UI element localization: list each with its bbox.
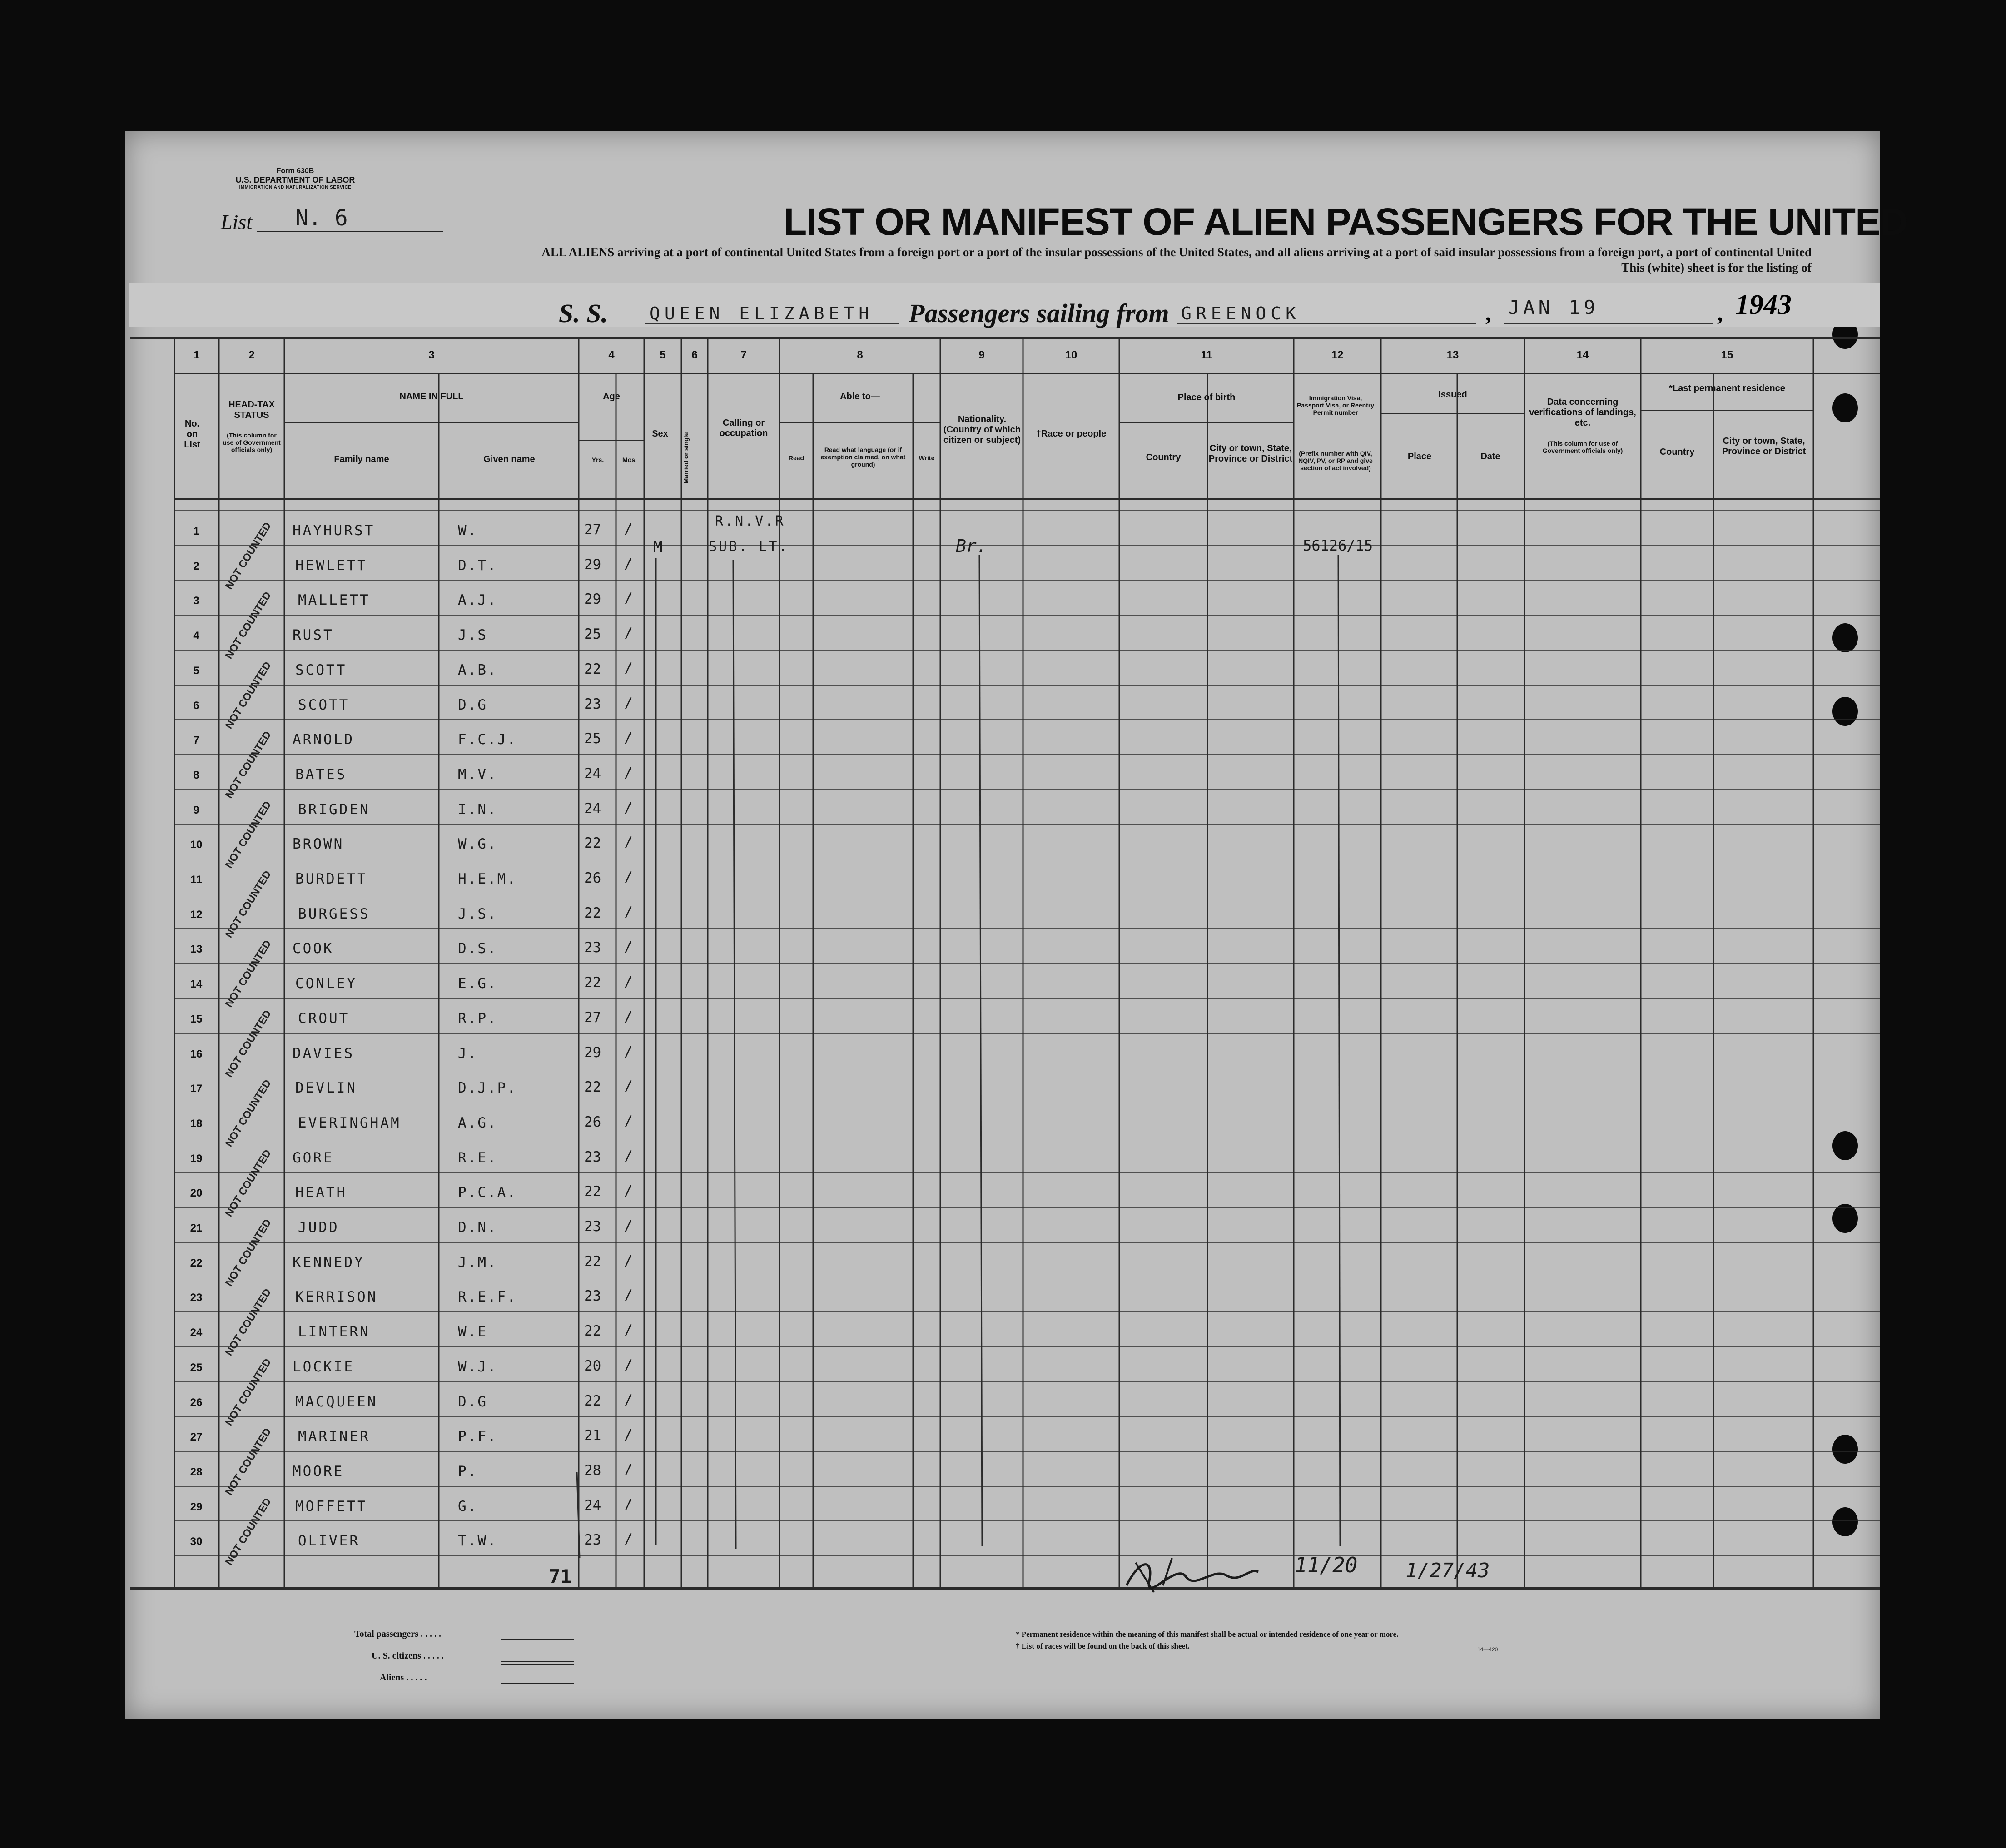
ship-name: QUEEN ELIZABETH [650, 303, 874, 323]
not-counted-stamp: NOT COUNTED [223, 520, 273, 591]
header-no-on-list: No. on List [184, 419, 200, 450]
family-name: BURDETT [295, 871, 367, 887]
family-name: MARINER [298, 1428, 370, 1445]
not-counted-stamp: NOT COUNTED [223, 589, 273, 661]
row-number: 15 [190, 1013, 203, 1025]
given-name: D.G [458, 1394, 487, 1410]
given-name: D.N. [458, 1219, 497, 1236]
header-married: Married or single [682, 432, 690, 484]
given-name: E.G. [458, 975, 497, 992]
header-given-name: Given name [483, 454, 535, 464]
age-years: 23 [584, 1149, 601, 1165]
age-years: 26 [584, 1114, 601, 1130]
aliens-line [502, 1683, 574, 1684]
family-name: RUST [293, 627, 334, 643]
ditto-mark: / [624, 1252, 633, 1269]
column-number: 12 [1331, 349, 1344, 361]
given-name: J.S. [458, 906, 497, 922]
column-number: 1 [194, 349, 200, 361]
not-counted-stamp: NOT COUNTED [223, 938, 273, 1009]
row-number: 17 [190, 1083, 203, 1095]
header-sex: Sex [652, 429, 668, 439]
age-years: 22 [584, 835, 601, 851]
header-read-language: Read what language (or if exemption claimed, on what ground) [820, 446, 906, 468]
footer-total-label: Total passengers [354, 1629, 418, 1639]
row-number: 14 [190, 978, 203, 990]
nationality-value: Br. [956, 536, 987, 556]
calling-line-1: R.N.V.R [715, 513, 785, 529]
age-years: 28 [584, 1462, 601, 1479]
ditto-mark: / [624, 1217, 633, 1234]
header-yrs: Yrs. [591, 456, 604, 463]
given-name: D.J.P. [458, 1080, 517, 1096]
age-years: 29 [584, 1044, 601, 1061]
family-name: MOFFETT [295, 1498, 367, 1515]
family-name: COOK [293, 940, 334, 957]
given-name: I.N. [458, 801, 497, 818]
ditto-line-nationality [979, 555, 982, 1546]
row-number: 28 [190, 1466, 203, 1478]
visa-number-value: 56126/15 [1303, 537, 1373, 554]
row-number: 7 [193, 734, 199, 746]
ditto-mark: / [624, 939, 633, 955]
row-number: 22 [190, 1257, 203, 1269]
age-years: 21 [584, 1427, 601, 1444]
department-name: U.S. DEPARTMENT OF LABOR [235, 175, 355, 184]
service-name: IMMIGRATION AND NATURALIZATION SERVICE [239, 185, 352, 190]
row-number: 3 [193, 595, 199, 607]
ditto-mark: / [624, 521, 633, 537]
given-name: G. [458, 1498, 478, 1515]
ditto-mark: / [624, 1113, 633, 1129]
header-birth-city: City or town, State, Province or District [1208, 443, 1293, 464]
footnote-residence: * Permanent residence within the meaning of this manifest shall be actual or intended residence of one year or more. [1016, 1630, 1399, 1639]
family-name: ARNOLD [293, 731, 354, 748]
not-counted-stamp: NOT COUNTED [223, 799, 273, 870]
ditto-mark: / [624, 1148, 633, 1164]
family-name: CROUT [298, 1010, 350, 1027]
age-years: 22 [584, 1183, 601, 1200]
header-calling: Calling or occupation [719, 418, 768, 438]
header-last-residence: *Last permanent residence [1669, 383, 1785, 393]
family-name: CONLEY [295, 975, 357, 992]
ditto-line-visa [1338, 555, 1340, 1546]
separator: , [1717, 300, 1723, 326]
bottom-date: 1/27/43 [1405, 1559, 1490, 1582]
calling-line-2: SUB. LT. [709, 539, 789, 555]
given-name: F.C.J. [458, 731, 517, 748]
header-head-tax-note: (This column for use of Government officials only) [223, 432, 281, 454]
print-code: 14—420 [1477, 1646, 1498, 1653]
family-name: BURGESS [298, 906, 370, 922]
given-name: D.T. [458, 557, 497, 574]
row-number: 25 [190, 1361, 203, 1374]
age-years: 22 [584, 905, 601, 921]
given-name: J.S [458, 627, 487, 643]
ditto-mark: / [624, 1008, 633, 1025]
column-number: 3 [428, 349, 435, 361]
header-nationality: Nationality. (Country of which citizen or subject) [943, 414, 1021, 445]
age-years: 29 [584, 556, 601, 573]
age-years: 23 [584, 1532, 601, 1548]
given-name: H.E.M. [458, 871, 517, 887]
header-residence-city: City or town, State, Province or District [1722, 436, 1806, 457]
column-number: 13 [1446, 349, 1459, 361]
ditto-mark: / [624, 1392, 633, 1408]
row-number: 5 [193, 665, 199, 677]
us-citizens-line [502, 1661, 574, 1662]
separator: , [1485, 300, 1491, 326]
row-number: 27 [190, 1431, 203, 1443]
age-years: 22 [584, 661, 601, 677]
age-years: 23 [584, 696, 601, 712]
ditto-mark: / [624, 869, 633, 885]
age-years: 26 [584, 870, 601, 886]
not-counted-stamp: NOT COUNTED [223, 1286, 273, 1358]
age-years: 25 [584, 626, 601, 642]
given-name: A.G. [458, 1115, 497, 1131]
given-name: R.E.F. [458, 1289, 517, 1305]
not-counted-stamp: NOT COUNTED [223, 659, 273, 731]
ditto-mark: / [624, 625, 633, 641]
age-years: 24 [584, 800, 601, 817]
row-number: 8 [193, 769, 199, 781]
header-birth-country: Country [1146, 452, 1181, 462]
row-number: 4 [193, 630, 199, 642]
given-name: R.P. [458, 1010, 497, 1027]
form-number: Form 630B [276, 167, 314, 175]
column-number: 9 [978, 349, 985, 361]
family-name: HEATH [295, 1184, 347, 1201]
header-immigration-visa: Immigration Visa, Passport Visa, or Reentry Permit number [1296, 394, 1375, 417]
family-name: SCOTT [298, 697, 350, 713]
family-name: BRIGDEN [298, 801, 370, 818]
ss-label: S. S. [559, 298, 608, 328]
header-data-note: (This column for use of Government officials only) [1542, 440, 1623, 455]
ditto-mark: / [624, 834, 633, 850]
ditto-mark: / [624, 1322, 633, 1338]
given-name: D.S. [458, 940, 497, 957]
row-number: 16 [190, 1048, 203, 1060]
not-counted-stamp: NOT COUNTED [223, 1426, 273, 1497]
column-number: 15 [1721, 349, 1733, 361]
sailing-label: Passengers sailing from [909, 298, 1169, 328]
age-years: 25 [584, 730, 601, 747]
header-head-tax: HEAD-TAX STATUS [228, 400, 275, 420]
header-issued-place: Place [1407, 452, 1432, 462]
ditto-mark: / [624, 1078, 633, 1094]
initials-fraction: 11/20 [1295, 1553, 1358, 1577]
footer-aliens-label: Aliens [380, 1673, 404, 1683]
age-years: 22 [584, 1253, 601, 1270]
given-name: W. [458, 522, 478, 539]
port-name: GREENOCK [1181, 303, 1301, 323]
given-name: R.E. [458, 1150, 497, 1166]
ditto-mark: / [624, 1182, 633, 1199]
not-counted-stamp: NOT COUNTED [223, 1008, 273, 1079]
header-read: Read [788, 454, 804, 462]
family-name: LOCKIE [293, 1359, 354, 1375]
ditto-mark: / [624, 1461, 633, 1478]
subtitle-line-2: This (white) sheet is for the listing of [1621, 261, 1812, 274]
sailing-year: 1943 [1735, 289, 1792, 320]
column-number: 6 [691, 349, 698, 361]
ditto-mark: / [624, 1496, 633, 1513]
header-age: Age [603, 392, 620, 402]
age-years: 27 [584, 522, 601, 538]
family-name: KERRISON [295, 1289, 378, 1305]
row-number: 26 [190, 1396, 203, 1409]
column-number: 4 [608, 349, 615, 361]
subtitle-line-1: ALL ALIENS arriving at a port of continental United States from a foreign port or a port of the insular possessions of the United States, and all aliens arriving at a port of said insular possessions from a foreign port, a port of continental United [541, 245, 1812, 259]
ditto-mark: / [624, 556, 633, 572]
given-name: W.J. [458, 1359, 497, 1375]
family-name: BROWN [293, 836, 344, 852]
row-number: 29 [190, 1501, 203, 1513]
header-data-concerning: Data concerning verifications of landings, etc. [1529, 397, 1636, 428]
given-name: J. [458, 1045, 478, 1062]
not-counted-stamp: NOT COUNTED [223, 729, 273, 800]
row-number: 19 [190, 1153, 203, 1165]
not-counted-stamp: NOT COUNTED [223, 1495, 273, 1567]
ditto-mark: / [624, 660, 633, 676]
given-name: D.G [458, 697, 487, 713]
age-years: 22 [584, 974, 601, 991]
family-name: LINTERN [298, 1324, 370, 1340]
header-able-to: Able to— [840, 392, 880, 402]
column-number: 5 [660, 349, 666, 361]
ditto-line-occupation [733, 560, 736, 1549]
not-counted-stamp: NOT COUNTED [223, 1217, 273, 1288]
column-number: 14 [1576, 349, 1589, 361]
ditto-mark: / [624, 695, 633, 711]
header-mos: Mos. [622, 456, 637, 463]
age-years: 24 [584, 765, 601, 782]
given-name: P.C.A. [458, 1184, 517, 1201]
footer-us-label: U. S. citizens [372, 1651, 421, 1661]
column-number: 2 [248, 349, 255, 361]
age-years: 20 [584, 1358, 601, 1374]
family-name: OLIVER [298, 1533, 360, 1549]
not-counted-stamp: NOT COUNTED [223, 1356, 273, 1428]
row-number: 6 [193, 700, 199, 712]
header-name-in-full: NAME IN FULL [399, 392, 464, 402]
age-years: 23 [584, 1218, 601, 1235]
ditto-mark: / [624, 904, 633, 920]
given-name: T.W. [458, 1533, 497, 1549]
ditto-mark: / [624, 1287, 633, 1303]
footnote-races: † List of races will be found on the back of this sheet. [1016, 1642, 1190, 1650]
sailing-date: JAN 19 [1508, 296, 1599, 318]
family-name: HAYHURST [293, 522, 375, 539]
header-residence-country: Country [1659, 447, 1695, 457]
ditto-mark: / [624, 800, 633, 816]
row-number: 2 [193, 560, 199, 572]
age-years: 22 [584, 1079, 601, 1095]
family-name: GORE [293, 1150, 334, 1166]
not-counted-stamp: NOT COUNTED [223, 868, 273, 940]
age-years: 22 [584, 1323, 601, 1339]
row-number: 1 [193, 525, 199, 537]
header-issued-date: Date [1480, 452, 1500, 462]
ditto-mark: / [624, 1357, 633, 1373]
column-number: 10 [1065, 349, 1077, 361]
age-years: 22 [584, 1393, 601, 1409]
sex-value: M [653, 538, 663, 556]
column-number: 11 [1201, 349, 1212, 361]
row-number: 13 [190, 943, 203, 955]
header-family-name: Family name [334, 454, 389, 464]
age-years: 27 [584, 1009, 601, 1026]
row-number: 23 [190, 1292, 203, 1304]
given-name: A.B. [458, 662, 497, 678]
total-passengers-line [502, 1639, 574, 1640]
ditto-mark: / [624, 1043, 633, 1060]
given-name: J.M. [458, 1254, 497, 1271]
footer-us-citizens: U. S. citizens . . . . . [372, 1651, 444, 1661]
given-name: W.E [458, 1324, 487, 1340]
ditto-mark: / [624, 974, 633, 990]
family-name: SCOTT [295, 662, 347, 678]
column-number: 8 [857, 349, 863, 361]
given-name: M.V. [458, 766, 497, 783]
list-value: N. 6 [295, 205, 348, 231]
row-number: 24 [190, 1326, 203, 1339]
family-name: EVERINGHAM [298, 1115, 401, 1131]
footer-total-passengers: Total passengers . . . . . [354, 1629, 441, 1639]
given-name: A.J. [458, 592, 497, 608]
header-race: †Race or people [1036, 429, 1107, 439]
given-name: W.G. [458, 836, 497, 852]
header-immigration-visa-note: (Prefix number with QIV, NQIV, PV, or RP and give section of act involved) [1298, 450, 1373, 472]
footer-aliens: Aliens . . . . . [380, 1673, 427, 1683]
age-years: 24 [584, 1497, 601, 1514]
ditto-mark: / [624, 590, 633, 606]
age-years: 23 [584, 1288, 601, 1304]
signature [1122, 1549, 1267, 1599]
header-place-of-birth: Place of birth [1177, 392, 1236, 402]
row-number: 10 [190, 839, 203, 851]
family-name: MACQUEEN [295, 1394, 378, 1410]
page-title: LIST OR MANIFEST OF ALIEN PASSENGERS FOR THE UNITED [784, 200, 1907, 243]
ditto-mark: / [624, 730, 633, 746]
row-number: 20 [190, 1187, 203, 1199]
row-number: 11 [190, 874, 202, 886]
header-write: Write [919, 454, 935, 462]
age-years: 29 [584, 591, 601, 607]
family-name: BATES [295, 766, 347, 783]
given-name: P. [458, 1463, 478, 1480]
family-name: MALLETT [298, 592, 370, 608]
row-number: 12 [190, 909, 203, 921]
family-name: DEVLIN [295, 1080, 357, 1096]
family-name: DAVIES [293, 1045, 354, 1062]
list-label: List [221, 210, 253, 233]
given-name: P.F. [458, 1428, 497, 1445]
family-name: KENNEDY [293, 1254, 365, 1271]
ditto-mark: / [624, 765, 633, 781]
age-years: 23 [584, 939, 601, 956]
row-number: 9 [193, 804, 199, 816]
family-name: MOORE [293, 1463, 344, 1480]
family-name: HEWLETT [295, 557, 367, 574]
row-number: 30 [190, 1535, 203, 1548]
not-counted-stamp: NOT COUNTED [223, 1077, 273, 1149]
row-number: 18 [190, 1118, 203, 1130]
ditto-mark: / [624, 1531, 633, 1547]
ditto-mark: / [624, 1426, 633, 1443]
total-mark: 71 [549, 1565, 572, 1588]
us-citizens-line-2 [502, 1664, 574, 1665]
family-name: JUDD [298, 1219, 339, 1236]
row-number: 21 [190, 1222, 203, 1234]
not-counted-stamp: NOT COUNTED [223, 1147, 273, 1219]
column-number: 7 [740, 349, 747, 361]
header-issued: Issued [1438, 390, 1467, 400]
